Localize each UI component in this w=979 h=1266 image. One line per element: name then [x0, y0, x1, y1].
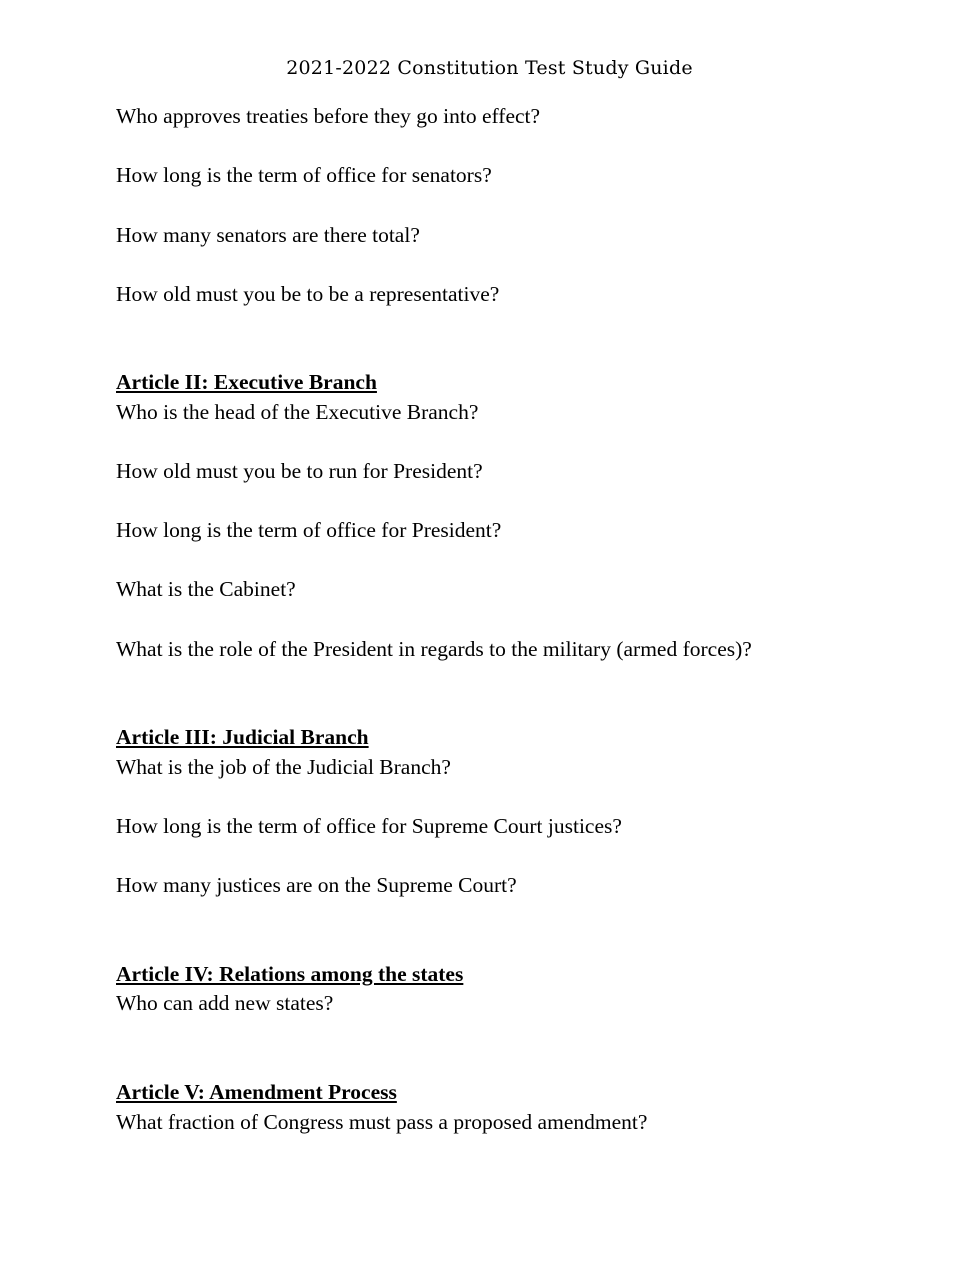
- question-judicial-job: What is the job of the Judicial Branch?: [116, 755, 451, 779]
- section-heading-article-iv: Article IV: Relations among the states: [116, 962, 464, 986]
- question-add-states: Who can add new states?: [116, 991, 334, 1015]
- question-executive-head: Who is the head of the Executive Branch?: [116, 400, 479, 424]
- page-title: 2021-2022 Constitution Test Study Guide: [286, 57, 693, 79]
- question-cabinet: What is the Cabinet?: [116, 577, 296, 601]
- question-treaties: Who approves treaties before they go into effect?: [116, 104, 541, 128]
- section-heading-article-v: Article V: Amendment Process: [116, 1080, 397, 1104]
- question-senator-count: How many senators are there total?: [116, 223, 420, 247]
- question-president-term: How long is the term of office for President?: [116, 518, 502, 542]
- question-president-age: How old must you be to run for President?: [116, 459, 483, 483]
- question-justice-count: How many justices are on the Supreme Court?: [116, 873, 517, 897]
- question-president-military-role: What is the role of the President in regards to the military (armed forces)?: [116, 637, 752, 661]
- question-senator-term: How long is the term of office for senators?: [116, 163, 492, 187]
- section-heading-article-iii: Article III: Judicial Branch: [116, 725, 369, 749]
- question-amendment-fraction: What fraction of Congress must pass a proposed amendment?: [116, 1110, 648, 1134]
- question-justice-term: How long is the term of office for Supreme Court justices?: [116, 814, 622, 838]
- section-heading-article-ii: Article II: Executive Branch: [116, 370, 377, 394]
- question-representative-age: How old must you be to be a representative?: [116, 282, 500, 306]
